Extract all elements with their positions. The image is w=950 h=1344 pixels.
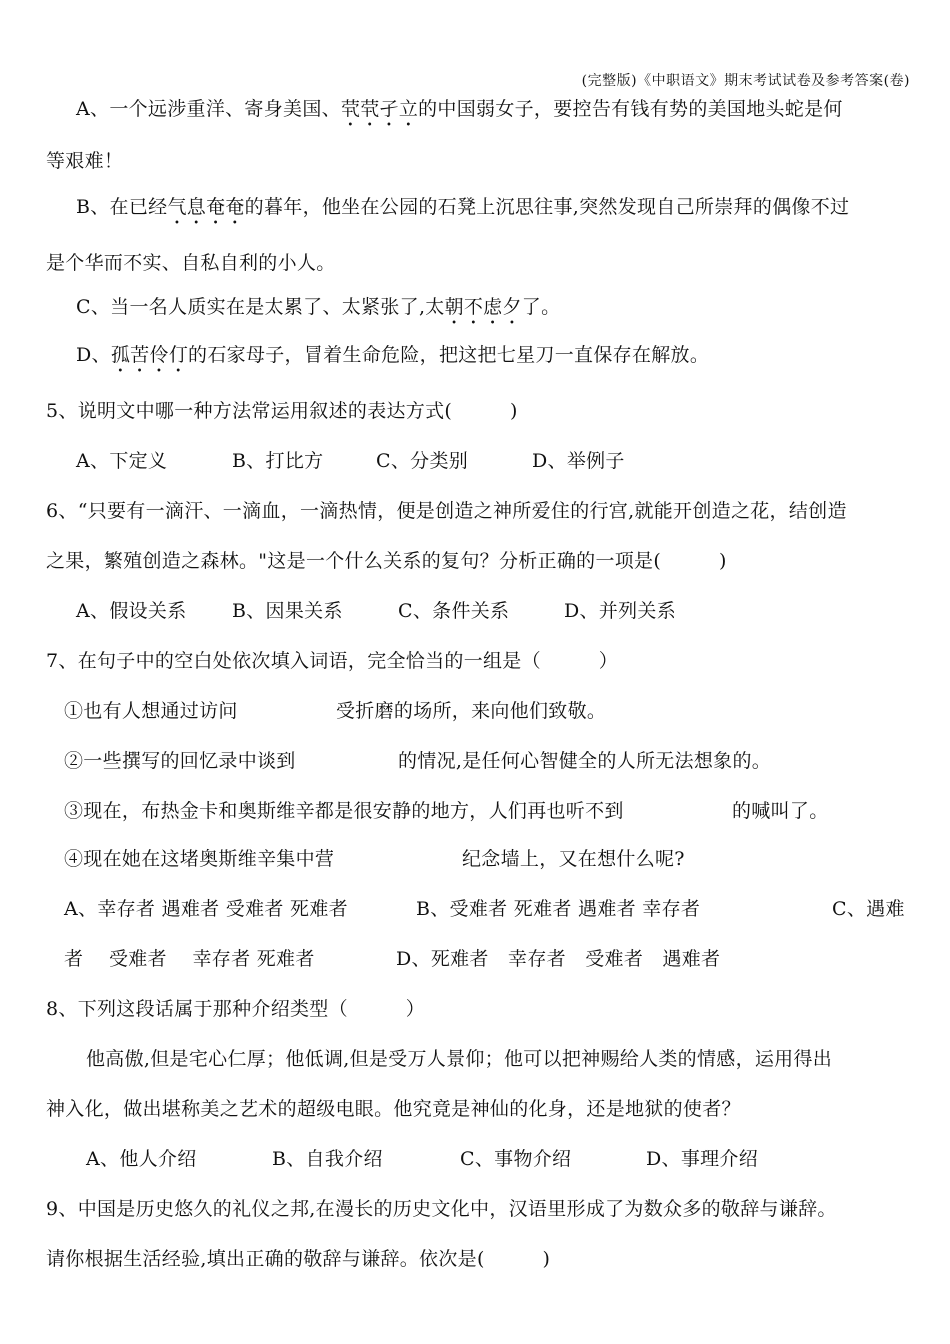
q8-passage-line1: 他高傲,但是宅心仁厚；他低调,但是受万人景仰；他可以把神赐给人类的情感，运用得出	[86, 1048, 833, 1070]
q8-stem: 8、下列这段话属于那种介绍类型（ ）	[46, 998, 426, 1020]
q8-option-d: D、事理介绍	[646, 1148, 759, 1170]
q7-sentence-2-b: 的情况,是任何心智健全的人所无法想象的。	[398, 750, 772, 772]
page-header: (完整版)《中职语文》期末考试试卷及参考答案(卷)	[581, 73, 910, 89]
q4-option-c-emphasis: 朝不虑夕	[444, 296, 522, 318]
q5-option-d: D、举例子	[532, 450, 625, 472]
q7-option-b: B、受难者 死难者 遇难者 幸存者	[416, 898, 701, 920]
q9-stem-line1: 9、中国是历史悠久的礼仪之邦,在漫长的历史文化中，汉语里形成了为数众多的敬辞与谦辞。	[46, 1198, 837, 1220]
q4-option-a-emphasis: 茕茕孑立	[340, 98, 419, 120]
q8-option-b: B、自我介绍	[272, 1148, 383, 1170]
q5-option-b: B、打比方	[232, 450, 324, 472]
q4-option-b-pre: B、在已经	[76, 196, 168, 218]
q7-sentence-1-b: 受折磨的场所，来向他们致敬。	[336, 700, 607, 722]
q4-option-d	[76, 342, 709, 377]
q7-sentence-1-a: ①也有人想通过访问	[64, 700, 238, 722]
q8-option-c: C、事物介绍	[460, 1148, 572, 1170]
q7-option-a: A、幸存者 遇难者 受难者 死难者	[64, 898, 348, 920]
q6-stem-line1: 6、“只要有一滴汗、一滴血，一滴热情，便是创造之神所爱住的行宫,就能开创造之花，结创造	[46, 500, 847, 522]
q7-sentence-4-b: 纪念墙上，又在想什么呢?	[462, 848, 685, 870]
q6-stem-line2: 之果，繁殖创造之森林。"这是一个什么关系的复句？分析正确的一项是( )	[46, 550, 727, 572]
q9-stem-line2: 请你根据生活经验,填出正确的敬辞与谦辞。依次是( )	[46, 1248, 551, 1270]
q5-option-c: C、分类别	[376, 450, 469, 472]
q6-option-a: A、假设关系	[76, 600, 187, 622]
q4-option-c-pre: C、当一名人质实在是太累了、太紧张了,太	[76, 296, 445, 318]
q4-option-d-emphasis: 孤苦伶仃	[110, 344, 189, 366]
q4-option-a	[76, 96, 843, 131]
q4-option-c-post: 了。	[521, 296, 561, 318]
q8-option-a: A、他人介绍	[86, 1148, 197, 1170]
q5-option-a: A、下定义	[76, 450, 168, 472]
q7-option-c-start: C、遇难	[832, 898, 905, 920]
q4-option-b	[76, 194, 849, 229]
q6-option-d: D、并列关系	[564, 600, 677, 622]
q4-option-b-cont: 是个华而不实、自私自利的小人。	[46, 252, 336, 274]
q6-option-c: C、条件关系	[398, 600, 510, 622]
q4-option-a-cont: 等艰难！	[46, 150, 124, 172]
q7-sentence-4-a: ④现在她在这堵奥斯维辛集中营	[64, 848, 335, 870]
q4-option-c	[76, 294, 560, 329]
q6-option-b: B、因果关系	[232, 600, 343, 622]
q7-sentence-3-b: 的喊叫了。	[732, 800, 829, 822]
q7-sentence-3-a: ③现在，布热金卡和奥斯维辛都是很安静的地方，人们再也听不到	[64, 800, 624, 822]
q7-option-c-cont: 者 受难者 幸存者 死难者	[64, 948, 315, 970]
q4-option-a-pre: A、一个远涉重洋、寄身美国、	[76, 98, 341, 120]
q8-passage-line2: 神入化，做出堪称美之艺术的超级电眼。他究竟是神仙的化身，还是地狱的使者？	[46, 1098, 741, 1120]
q4-option-a-post: 的中国弱女子，要控告有钱有势的美国地头蛇是何	[418, 98, 843, 120]
q4-option-d-prefix: D、	[76, 344, 111, 366]
q4-option-d-post: 的石家母子，冒着生命危险，把这把七星刀一直保存在解放。	[188, 344, 710, 366]
q7-sentence-2-a: ②一些撰写的回忆录中谈到	[64, 750, 296, 772]
q4-option-b-emphasis: 气息奄奄	[167, 196, 245, 218]
q5-stem: 5、说明文中哪一种方法常运用叙述的表达方式( )	[46, 400, 518, 422]
q7-stem: 7、在句子中的空白处依次填入词语，完全恰当的一组是（ ）	[46, 650, 619, 672]
q7-option-d: D、死难者 幸存者 受难者 遇难者	[396, 948, 721, 970]
q4-option-b-post: 的暮年，他坐在公园的石凳上沉思往事,突然发现自己所崇拜的偶像不过	[244, 196, 850, 218]
